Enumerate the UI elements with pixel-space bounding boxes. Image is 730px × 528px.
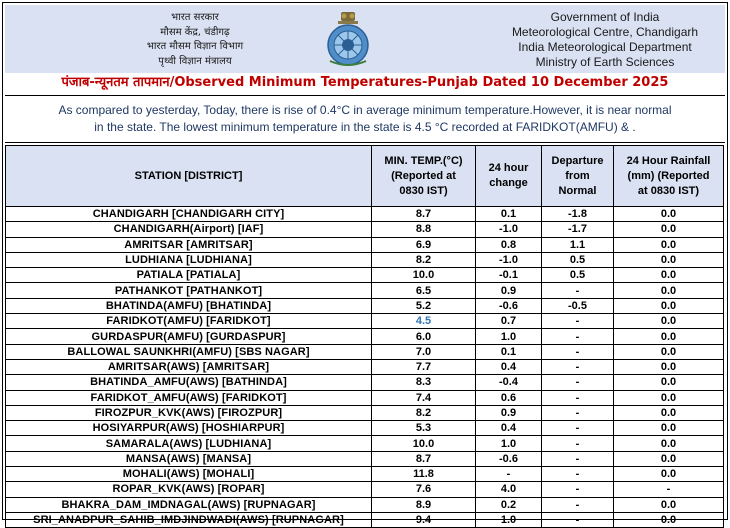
departure-cell: - [542,390,614,405]
change-cell: 0.4 [476,421,542,436]
rainfall-cell: 0.0 [614,222,724,237]
rainfall-cell: 0.0 [614,375,724,390]
departure-cell: - [542,375,614,390]
min-temp-cell: 5.2 [372,298,476,313]
change-cell: 0.9 [476,283,542,298]
station-cell: ROPAR_KVK(AWS) [ROPAR] [6,482,372,497]
station-cell: PATIALA [PATIALA] [6,268,372,283]
table-row [6,512,724,527]
station-cell: SRI_ANADPUR_SAHIB_IMDJINDWADI(AWS) [RUPNAGAR] [6,512,372,527]
station-cell: MANSA(AWS) [MANSA] [6,451,372,466]
change-cell: -0.4 [476,375,542,390]
change-cell: -1.0 [476,222,542,237]
change-cell: 0.2 [476,497,542,512]
change-cell: -0.6 [476,298,542,313]
table-row [6,329,724,344]
table-row [6,405,724,420]
station-cell: AMRITSAR [AMRITSAR] [6,237,372,252]
table-row [6,344,724,359]
min-temp-cell: 8.3 [372,375,476,390]
rainfall-cell: 0.0 [614,451,724,466]
table-row [6,390,724,405]
table-row [6,268,724,283]
change-cell: 0.8 [476,237,542,252]
summary-line-1: As compared to yesterday, Today, there is rise of 0.4°C in average minimum temperature.However, it is near normal [58,103,672,117]
station-cell: BHATINDA_AMFU(AWS) [BATHINDA] [6,375,372,390]
station-cell: LUDHIANA [LUDHIANA] [6,252,372,267]
min-temp-cell: 7.6 [372,482,476,497]
rainfall-cell: 0.0 [614,207,724,222]
rainfall-cell: 0.0 [614,344,724,359]
rainfall-cell: 0.0 [614,359,724,374]
table-row [6,482,724,497]
departure-cell: - [542,283,614,298]
rainfall-cell: 0.0 [614,283,724,298]
min-temp-cell: 5.3 [372,421,476,436]
english-line-2: Meteorological Centre, Chandigarh [511,25,699,39]
min-temp-cell: 4.5 [372,314,476,329]
change-cell: 4.0 [476,482,542,497]
min-temp-cell: 8.2 [372,252,476,267]
departure-cell: -0.5 [542,298,614,313]
english-line-4: Ministry of Earth Sciences [535,55,675,69]
report-title: पंजाब-न्यूनतम तापमान/Observed Minimum Temperatures-Punjab Dated 10 December 2025 [61,75,669,90]
rainfall-cell: 0.0 [614,237,724,252]
table-row [6,359,724,374]
table-row [6,421,724,436]
rainfall-cell: 0.0 [614,512,724,527]
rainfall-cell: 0.0 [614,314,724,329]
rainfall-cell: 0.0 [614,497,724,512]
min-temp-cell: 6.9 [372,237,476,252]
national-emblem-icon [322,11,374,69]
table-row [6,283,724,298]
station-cell: AMRITSAR(AWS) [AMRITSAR] [6,359,372,374]
hindi-line-1: भारत सरकार [171,12,219,23]
col-header-station: STATION [DISTRICT] [6,146,372,207]
col-header-min-temp: MIN. TEMP.(°C) (Reported at 0830 IST) [372,146,476,207]
departure-cell: - [542,344,614,359]
departure-cell: - [542,451,614,466]
station-cell: SAMARALA(AWS) [LUDHIANA] [6,436,372,451]
station-cell: BHAKRA_DAM_IMDNAGAL(AWS) [RUPNAGAR] [6,497,372,512]
station-cell: CHANDIGARH(Airport) [IAF] [6,222,372,237]
departure-cell: - [542,436,614,451]
station-cell: MOHALI(AWS) [MOHALI] [6,467,372,482]
min-temp-cell: 9.4 [372,512,476,527]
min-temp-cell: 8.7 [372,451,476,466]
station-cell: FIROZPUR_KVK(AWS) [FIROZPUR] [6,405,372,420]
station-cell: GURDASPUR(AMFU) [GURDASPUR] [6,329,372,344]
departure-cell: 0.5 [542,268,614,283]
min-temp-cell: 7.7 [372,359,476,374]
table-row [6,436,724,451]
departure-cell: - [542,421,614,436]
change-cell: -1.0 [476,252,542,267]
change-cell: 0.4 [476,359,542,374]
change-cell: 1.0 [476,329,542,344]
departure-cell: 1.1 [542,237,614,252]
col-header-rainfall: 24 Hour Rainfall (mm) (Reported at 0830 IST) [614,146,724,207]
table-row [6,298,724,313]
station-cell: CHANDIGARH [CHANDIGARH CITY] [6,207,372,222]
departure-cell: -1.8 [542,207,614,222]
departure-cell: - [542,467,614,482]
table-row [6,497,724,512]
rainfall-cell: 0.0 [614,405,724,420]
table-row [6,451,724,466]
table-row [6,467,724,482]
change-cell: -0.6 [476,451,542,466]
departure-cell: -1.7 [542,222,614,237]
change-cell: 1.0 [476,436,542,451]
station-cell: BHATINDA(AMFU) [BHATINDA] [6,298,372,313]
departure-cell: - [542,405,614,420]
rainfall-cell: 0.0 [614,329,724,344]
table-row [6,375,724,390]
departure-cell: - [542,329,614,344]
departure-cell: - [542,482,614,497]
min-temp-cell: 10.0 [372,436,476,451]
col-header-departure: Departure from Normal [542,146,614,207]
rainfall-cell: 0.0 [614,436,724,451]
change-cell: 0.1 [476,207,542,222]
min-temp-cell: 11.8 [372,467,476,482]
change-cell: 0.1 [476,344,542,359]
min-temp-cell: 10.0 [372,268,476,283]
change-cell: 0.7 [476,314,542,329]
rainfall-cell: 0.0 [614,390,724,405]
english-line-1: Government of India [550,10,660,24]
change-cell: - [476,467,542,482]
station-cell: PATHANKOT [PATHANKOT] [6,283,372,298]
change-cell: 0.9 [476,405,542,420]
min-temp-cell: 8.8 [372,222,476,237]
station-cell: FARIDKOT_AMFU(AWS) [FARIDKOT] [6,390,372,405]
hindi-line-4: पृथ्वी विज्ञान मंत्रालय [158,55,232,67]
table-header-row [6,146,724,207]
change-cell: 0.6 [476,390,542,405]
report-sheet [2,2,728,527]
departure-cell: 0.5 [542,252,614,267]
summary-line-2: in the state. The lowest minimum temperature in the state is 4.5 °C recorded at FARIDKOT(AMFU) & . [94,120,636,134]
english-org-block [485,10,725,70]
table-row [6,252,724,267]
departure-cell: - [542,512,614,527]
table-row [6,237,724,252]
col-header-24h-change: 24 hour change [476,146,542,207]
change-cell: -0.1 [476,268,542,283]
station-cell: FARIDKOT(AMFU) [FARIDKOT] [6,314,372,329]
temperature-table [5,145,724,528]
min-temp-cell: 7.0 [372,344,476,359]
rainfall-cell: 0.0 [614,298,724,313]
rainfall-cell: 0.0 [614,421,724,436]
rainfall-cell: 0.0 [614,268,724,283]
table-row [6,314,724,329]
table-row [6,207,724,222]
hindi-line-2: मौसम केंद्र, चंडीगढ़ [160,26,230,38]
table-row [6,222,724,237]
change-cell: 1.0 [476,512,542,527]
hindi-org-block [85,11,305,69]
english-line-3: India Meteorological Department [518,40,692,54]
summary-text [5,95,725,143]
hindi-line-3: भारत मौसम विज्ञान विभाग [146,41,244,52]
rainfall-cell: - [614,482,724,497]
min-temp-cell: 8.9 [372,497,476,512]
station-cell: BALLOWAL SAUNKHRI(AMFU) [SBS NAGAR] [6,344,372,359]
station-cell: HOSIYARPUR(AWS) [HOSHIARPUR] [6,421,372,436]
min-temp-cell: 8.2 [372,405,476,420]
page-header [5,5,725,73]
departure-cell: - [542,497,614,512]
departure-cell: - [542,314,614,329]
min-temp-cell: 8.7 [372,207,476,222]
departure-cell: - [542,359,614,374]
min-temp-cell: 6.0 [372,329,476,344]
rainfall-cell: 0.0 [614,252,724,267]
min-temp-cell: 6.5 [372,283,476,298]
rainfall-cell: 0.0 [614,467,724,482]
min-temp-cell: 7.4 [372,390,476,405]
